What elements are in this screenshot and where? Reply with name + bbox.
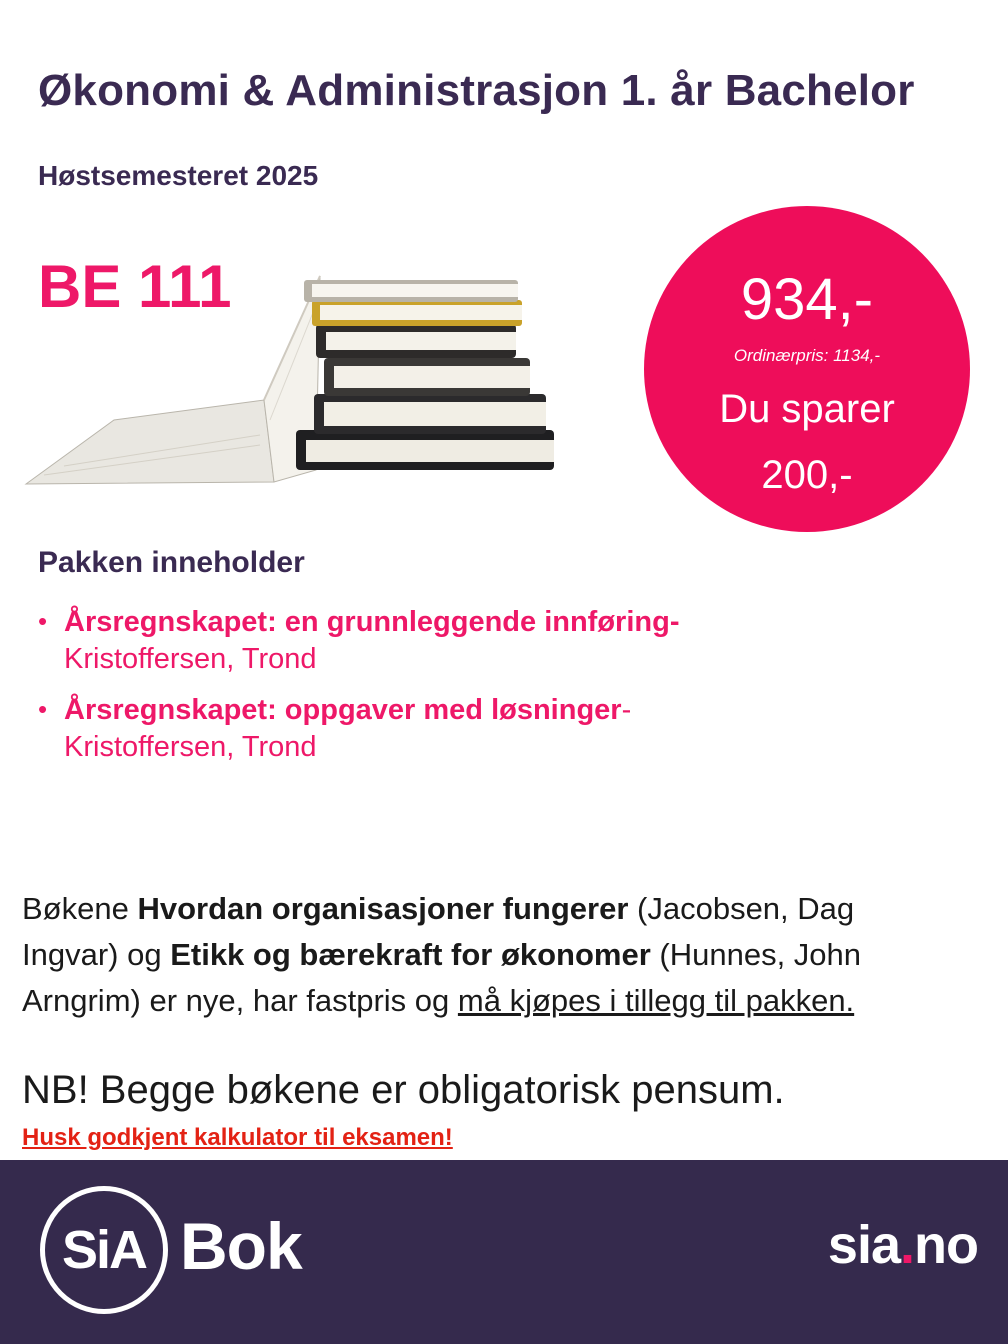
note-book-title: Hvordan organisasjoner fungerer: [137, 891, 629, 926]
title-separator: -: [669, 606, 680, 638]
site-dot: .: [900, 1215, 915, 1275]
ordinary-price: Ordinærpris: 1134,-: [733, 346, 881, 365]
note-book-title: Etikk og bærekraft for økonomer: [170, 937, 651, 972]
page-title: Økonomi & Administrasjon 1. år Bachelor: [38, 66, 915, 115]
title-separator: -: [621, 694, 632, 726]
book-author: Kristoffersen, Trond: [64, 643, 317, 675]
bullet-icon: •: [38, 694, 48, 724]
price-badge: [644, 206, 970, 532]
note-text: (Hunnes, John Arngrim) er nye, har fastpris og: [22, 937, 862, 1018]
mandatory-notice: NB! Begge bøkene er obligatorisk pensum.: [22, 1068, 785, 1112]
extra-books-note: [22, 886, 952, 1024]
site-tld: no: [914, 1215, 978, 1275]
current-price: 934,-: [740, 267, 874, 332]
sia-logo: SiA: [40, 1186, 168, 1314]
list-item: [38, 604, 938, 678]
site-name: sia: [827, 1215, 900, 1275]
books-illustration: [24, 270, 564, 490]
book-author: Kristoffersen, Trond: [64, 731, 317, 763]
footer-bar: [0, 1160, 1008, 1344]
bullet-icon: •: [38, 606, 48, 636]
logo-wordmark: Bok: [180, 1209, 302, 1283]
note-text: Bøkene: [22, 891, 138, 926]
note-text: (Jacobsen, Dag Ingvar) og: [22, 891, 855, 972]
calculator-reminder: Husk godkjent kalkulator til eksamen!: [22, 1124, 453, 1151]
semester-label: Høstsemesteret 2025: [38, 160, 319, 191]
package-heading: Pakken inneholder: [38, 546, 305, 579]
book-title: Årsregnskapet: en grunnleggende innføring: [64, 606, 670, 638]
book-title: Årsregnskapet: oppgaver med løsninger: [64, 694, 622, 726]
site-link[interactable]: [828, 1214, 978, 1276]
savings-label: Du sparer: [719, 387, 895, 431]
package-list: [38, 604, 938, 780]
list-item: [38, 692, 938, 766]
savings-amount: 200,-: [761, 453, 853, 497]
note-emphasis: må kjøpes i tillegg til pakken.: [457, 983, 855, 1018]
course-code: BE 111: [38, 253, 232, 320]
